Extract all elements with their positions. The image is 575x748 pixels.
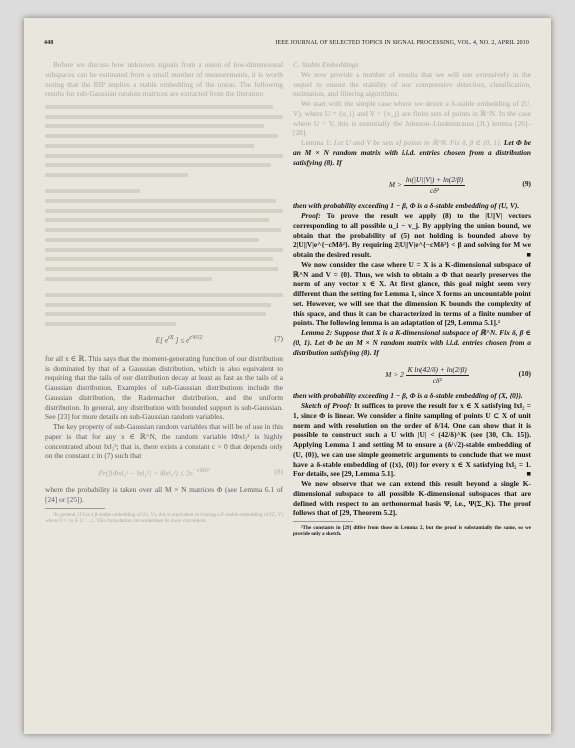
eq9-lhs: M > xyxy=(388,180,402,190)
lemma2-label: Lemma 2: xyxy=(301,328,333,337)
lemma1-conclusion: then with probability exceeding 1 − β, Φ is a δ-stable embedding of (U, V). xyxy=(293,201,520,211)
journal-title: IEEE JOURNAL OF SELECTED TOPICS IN SIGNAL PROCESSING, VOL. 4, NO. 2, APRIL 2010 xyxy=(275,40,529,46)
page-number: 448 xyxy=(44,40,54,46)
right-para-k: We now consider the case where U = X is a K-dimensional subspace of ℝ^N and V = {0}. Thus, we wish to obtain a Φ that nearly preserves the norm of any vector x ∈ X. At first glance, this goal might seem very different than the setting for Lemma 1, since X forms an uncountable point set. However, we will see that the dimension K bounds the complexity of this space, and thus it can be characterized in terms of a finite number of points. The following lemma is an adaptation of [29, Lemma 5.1].² xyxy=(293,259,531,328)
footnote-2: ²The constants in [29] differ from those in Lemma 2, but the proof is substantially the same, so we provide only a sketch. xyxy=(293,525,531,538)
eq10-lhs: M > 2 xyxy=(385,370,404,380)
left-para-tails: for all x ∈ ℝ. This says that the moment-generating function of our distribution is dominated by that of a Gaussian distribution, which is also equivalent to requiring that the tails of our distribution decay at least as fast as the tails of a Gaussian distribution. Examples of sub-Gaussian distributions include the Gaussian distribution, the Rademacher distribution, and the uniform distribution. In general, any distribution with bounded support is sub-Gaussian. See [23] for more details on sub-Gaussian random variables. xyxy=(45,353,283,422)
left-para-where: where the probability is taken over all M × N matrices Φ (see Lemma 6.1 of [24] or [25]). xyxy=(45,485,283,504)
eq10-denominator: cδ² xyxy=(432,376,442,385)
eq10-numerator: K ln(42/δ) + ln(2/β) xyxy=(407,365,467,375)
section-title: C. Stable Embeddings xyxy=(293,60,359,69)
right-para-2: We start with the simple case where we desire a δ-stable embedding of (U, V), where U = {u_i} and V = {v_j} are finite sets of points in ℝ^N. In the case where U = V, this is essentially the Johnson–Lindenstrauss (JL) lemma [26]–[28]. xyxy=(293,99,531,138)
qed-mark-2: ■ xyxy=(526,469,531,479)
lemma1-faded-text: Let U and V be sets of points in ℝ^N. Fix δ, β ∈ (0, 1). xyxy=(333,138,502,147)
left-column xyxy=(45,60,283,524)
right-column xyxy=(293,60,531,538)
sketch-text: It suffices to prove the result for x ∈ X satisfying ‖x‖₂ = 1, since Φ is linear. We consider a finite sampling of points U ⊂ X of unit norm and with resolution on the order of δ/14. One can show that it is possible to construct such a U with |U| < (42/δ)^K (see [30, Ch. 15]). Applying Lemma 1 and setting M to ensure a (δ/√2)-stable embedding of (U, {0}), we can use simple geometric arguments to conclude that we must have a δ-stable embedding of ({x}, {0}) for every x ∈ X satisfying ‖x‖₂ = 1. For details, see [29, Lemma 5.1]. xyxy=(293,401,531,479)
left-top-faded-paragraph: Before we discuss how unknown signals from a union of low-dimensional subspaces can be estimated from a small number of measurements, it is worth noting that the RIP implies a stable embedding of the union. The following results for sub-Gaussian random matrices are extracted from the literature. xyxy=(45,60,283,99)
equation-7: E[ $e^{tX}$ ] ≤ $e^{c^2t^2/2}$ (7) xyxy=(155,333,283,345)
equation-9 xyxy=(293,171,531,197)
qed-mark: ■ xyxy=(526,250,531,259)
proof-label: Proof: xyxy=(301,211,321,220)
faded-text-block xyxy=(45,105,283,326)
eq10-label: (10) xyxy=(518,369,531,379)
right-para-final: We now observe that we can extend this result beyond a single K-dimensional subspace to all possible K-dimensional subspaces that are defined with respect to an orthonormal basis Ψ, i.e., Ψ(Σ_K). The proof follows that of [29, Theorem 5.2]. xyxy=(293,479,531,518)
proof-text: To prove the result we apply (8) to the |U||V| vectors corresponding to all possible u_i − v_j. By applying the union bound, we obtain that the probability of (5) not holding is bounded above by 2|U||V|e^{−cMδ²}. By requiring 2|U||V|e^{−cMδ²} < β and solving for M we obtain the desired result. xyxy=(293,211,531,259)
eq9-numerator: ln(|U||V|) + ln(2/β) xyxy=(405,175,464,185)
lemma2-text: Suppose that X is a K-dimensional subspace of ℝ^N. Fix δ, β ∈ (0, 1). Let Φ be an M × N random matrix with i.i.d. entries chosen from a distribution satisfying (8). If xyxy=(293,328,531,357)
footnote-1: ¹In general, if δ is a β-stable embedding of (U, V), this is equivalent to it being a δ′-stable embedding of (Ũ, V) where Ũ = {u ∈ U : ...}. This formulation can sometimes be more convenient. xyxy=(45,511,283,524)
equation-8: Pr(|‖Φx‖₂² − ‖x‖₂²| > δ‖x‖₂²) ≤ $2e^{-cM\delta^2}$ (8) xyxy=(98,467,283,478)
right-para-1: We now provide a number of results that we will use extensively in the sequel to ensure the stability of our compressive detection, classification, estimation, and filtering algorithms. xyxy=(293,69,531,99)
lemma2-conclusion: then with probability exceeding 1 − β, Φ is a δ-stable embedding of (X, {0}). xyxy=(293,391,523,401)
lemma1-label: Lemma 1: xyxy=(301,138,332,147)
document-page xyxy=(24,18,551,734)
equation-10 xyxy=(293,361,531,387)
lemma1-text: Let Φ be an M × N random matrix with i.i.d. entries chosen from a distribution satisfying (8). If xyxy=(293,138,531,167)
sketch-label: Sketch of Proof: xyxy=(301,401,352,410)
eq9-denominator: cδ² xyxy=(429,186,439,195)
eq9-label: (9) xyxy=(522,179,531,189)
running-header xyxy=(44,40,529,50)
left-para-key: The key property of sub-Gaussian random variables that will be of use in this paper is that for any x ∈ ℝ^N, the random variable ‖Φx‖₂² is highly concentrated about ‖x‖₂²; that is, there exists a constant c > 0 that depends only on the constant c in (7) such that xyxy=(45,422,283,461)
